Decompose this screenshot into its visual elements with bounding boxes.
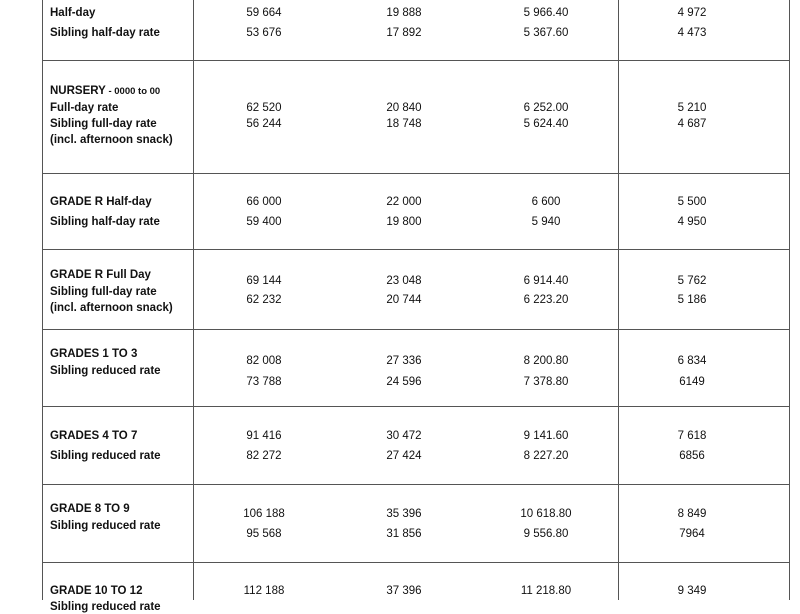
row-label: GRADE 8 TO 9 (50, 503, 130, 515)
row-label: GRADE R Full Day (50, 269, 151, 281)
row-label: Half-day (50, 7, 96, 19)
fee-cell: 6 223.20 (523, 294, 569, 306)
fee-cell: 59 400 (246, 216, 282, 228)
fee-cell: 6 914.40 (523, 275, 569, 287)
row-label: Sibling reduced rate (50, 450, 161, 462)
row-label: Sibling full-day rate (50, 286, 157, 298)
fee-cell: 8 227.20 (523, 450, 569, 462)
fee-cell: 59 664 (246, 7, 282, 19)
fee-cell: 7 618 (677, 430, 707, 442)
fee-cell: 66 000 (246, 196, 282, 208)
fee-cell: 18 748 (386, 118, 422, 130)
fee-cell: 10 618.80 (520, 508, 572, 520)
fee-cell: 8 200.80 (523, 355, 569, 367)
row-label: GRADES 4 TO 7 (50, 430, 138, 442)
fee-cell: 7964 (679, 528, 705, 540)
row-label: Sibling half-day rate (50, 216, 160, 228)
fee-cell: 62 232 (246, 294, 282, 306)
fee-cell: 82 272 (246, 450, 282, 462)
fee-cell: 27 424 (386, 450, 422, 462)
fee-cell: 9 349 (677, 585, 707, 597)
row-label: GRADE R Half-day (50, 196, 152, 208)
fee-cell: 4 972 (677, 7, 707, 19)
fee-cell: 19 888 (386, 7, 422, 19)
fee-cell: 62 520 (246, 102, 282, 114)
row-label: (incl. afternoon snack) (50, 302, 173, 314)
row-divider (42, 249, 790, 250)
fee-cell: 6 834 (677, 355, 707, 367)
row-title (50, 84, 160, 99)
fee-cell: 91 416 (246, 430, 282, 442)
table-border-right (789, 0, 790, 600)
fee-cell: 112 188 (243, 585, 285, 597)
row-title-suffix: - 0000 to 00 (105, 86, 161, 97)
row-divider (42, 329, 790, 330)
fee-cell: 53 676 (246, 27, 282, 39)
row-title-text: NURSERY (50, 85, 106, 97)
fee-cell: 9 556.80 (523, 528, 569, 540)
fee-cell: 6 252.00 (523, 102, 569, 114)
fee-cell: 5 940 (531, 216, 561, 228)
fee-cell: 17 892 (386, 27, 422, 39)
fee-cell: 19 800 (386, 216, 422, 228)
row-label: Sibling half-day rate (50, 27, 160, 39)
fee-cell: 82 008 (246, 355, 282, 367)
fee-cell: 6856 (679, 450, 705, 462)
fee-cell: 9 141.60 (523, 430, 569, 442)
fee-cell: 35 396 (386, 508, 422, 520)
fee-cell: 11 218.80 (520, 585, 572, 597)
row-label: GRADE 10 TO 12 (50, 585, 143, 597)
table-border-left (42, 0, 43, 600)
fee-cell: 56 244 (246, 118, 282, 130)
fee-cell: 5 210 (677, 102, 707, 114)
row-divider (42, 173, 790, 174)
row-label: Sibling reduced rate (50, 365, 161, 377)
row-label: Full-day rate (50, 102, 119, 114)
fee-cell: 4 950 (677, 216, 707, 228)
fee-cell: 6 600 (531, 196, 561, 208)
fee-cell: 6149 (679, 376, 705, 388)
fee-cell: 5 966.40 (523, 7, 569, 19)
fee-cell: 95 568 (246, 528, 282, 540)
row-label: GRADES 1 TO 3 (50, 348, 138, 360)
row-divider (42, 562, 790, 563)
fee-cell: 5 186 (677, 294, 707, 306)
fee-cell: 5 500 (677, 196, 707, 208)
fee-cell: 106 188 (243, 508, 285, 520)
row-label: Sibling reduced rate (50, 520, 161, 532)
fee-cell: 30 472 (386, 430, 422, 442)
fee-cell: 73 788 (246, 376, 282, 388)
row-divider (42, 60, 790, 61)
fee-cell: 20 744 (386, 294, 422, 306)
fee-cell: 4 473 (677, 27, 707, 39)
fee-cell: 4 687 (677, 118, 707, 130)
fee-cell: 8 849 (677, 508, 707, 520)
fee-cell: 23 048 (386, 275, 422, 287)
fee-cell: 5 624.40 (523, 118, 569, 130)
row-label: Sibling full-day rate (50, 118, 157, 130)
row-divider (42, 484, 790, 485)
row-label: Sibling reduced rate (50, 601, 161, 613)
fee-cell: 37 396 (386, 585, 422, 597)
fee-cell: 27 336 (386, 355, 422, 367)
fee-cell: 69 144 (246, 275, 282, 287)
fee-cell: 7 378.80 (523, 376, 569, 388)
fee-cell: 5 762 (677, 275, 707, 287)
fee-cell: 31 856 (386, 528, 422, 540)
fee-cell: 5 367.60 (523, 27, 569, 39)
fee-cell: 20 840 (386, 102, 422, 114)
fee-cell: 22 000 (386, 196, 422, 208)
row-divider (42, 406, 790, 407)
row-label: (incl. afternoon snack) (50, 134, 173, 146)
fee-cell: 24 596 (386, 376, 422, 388)
